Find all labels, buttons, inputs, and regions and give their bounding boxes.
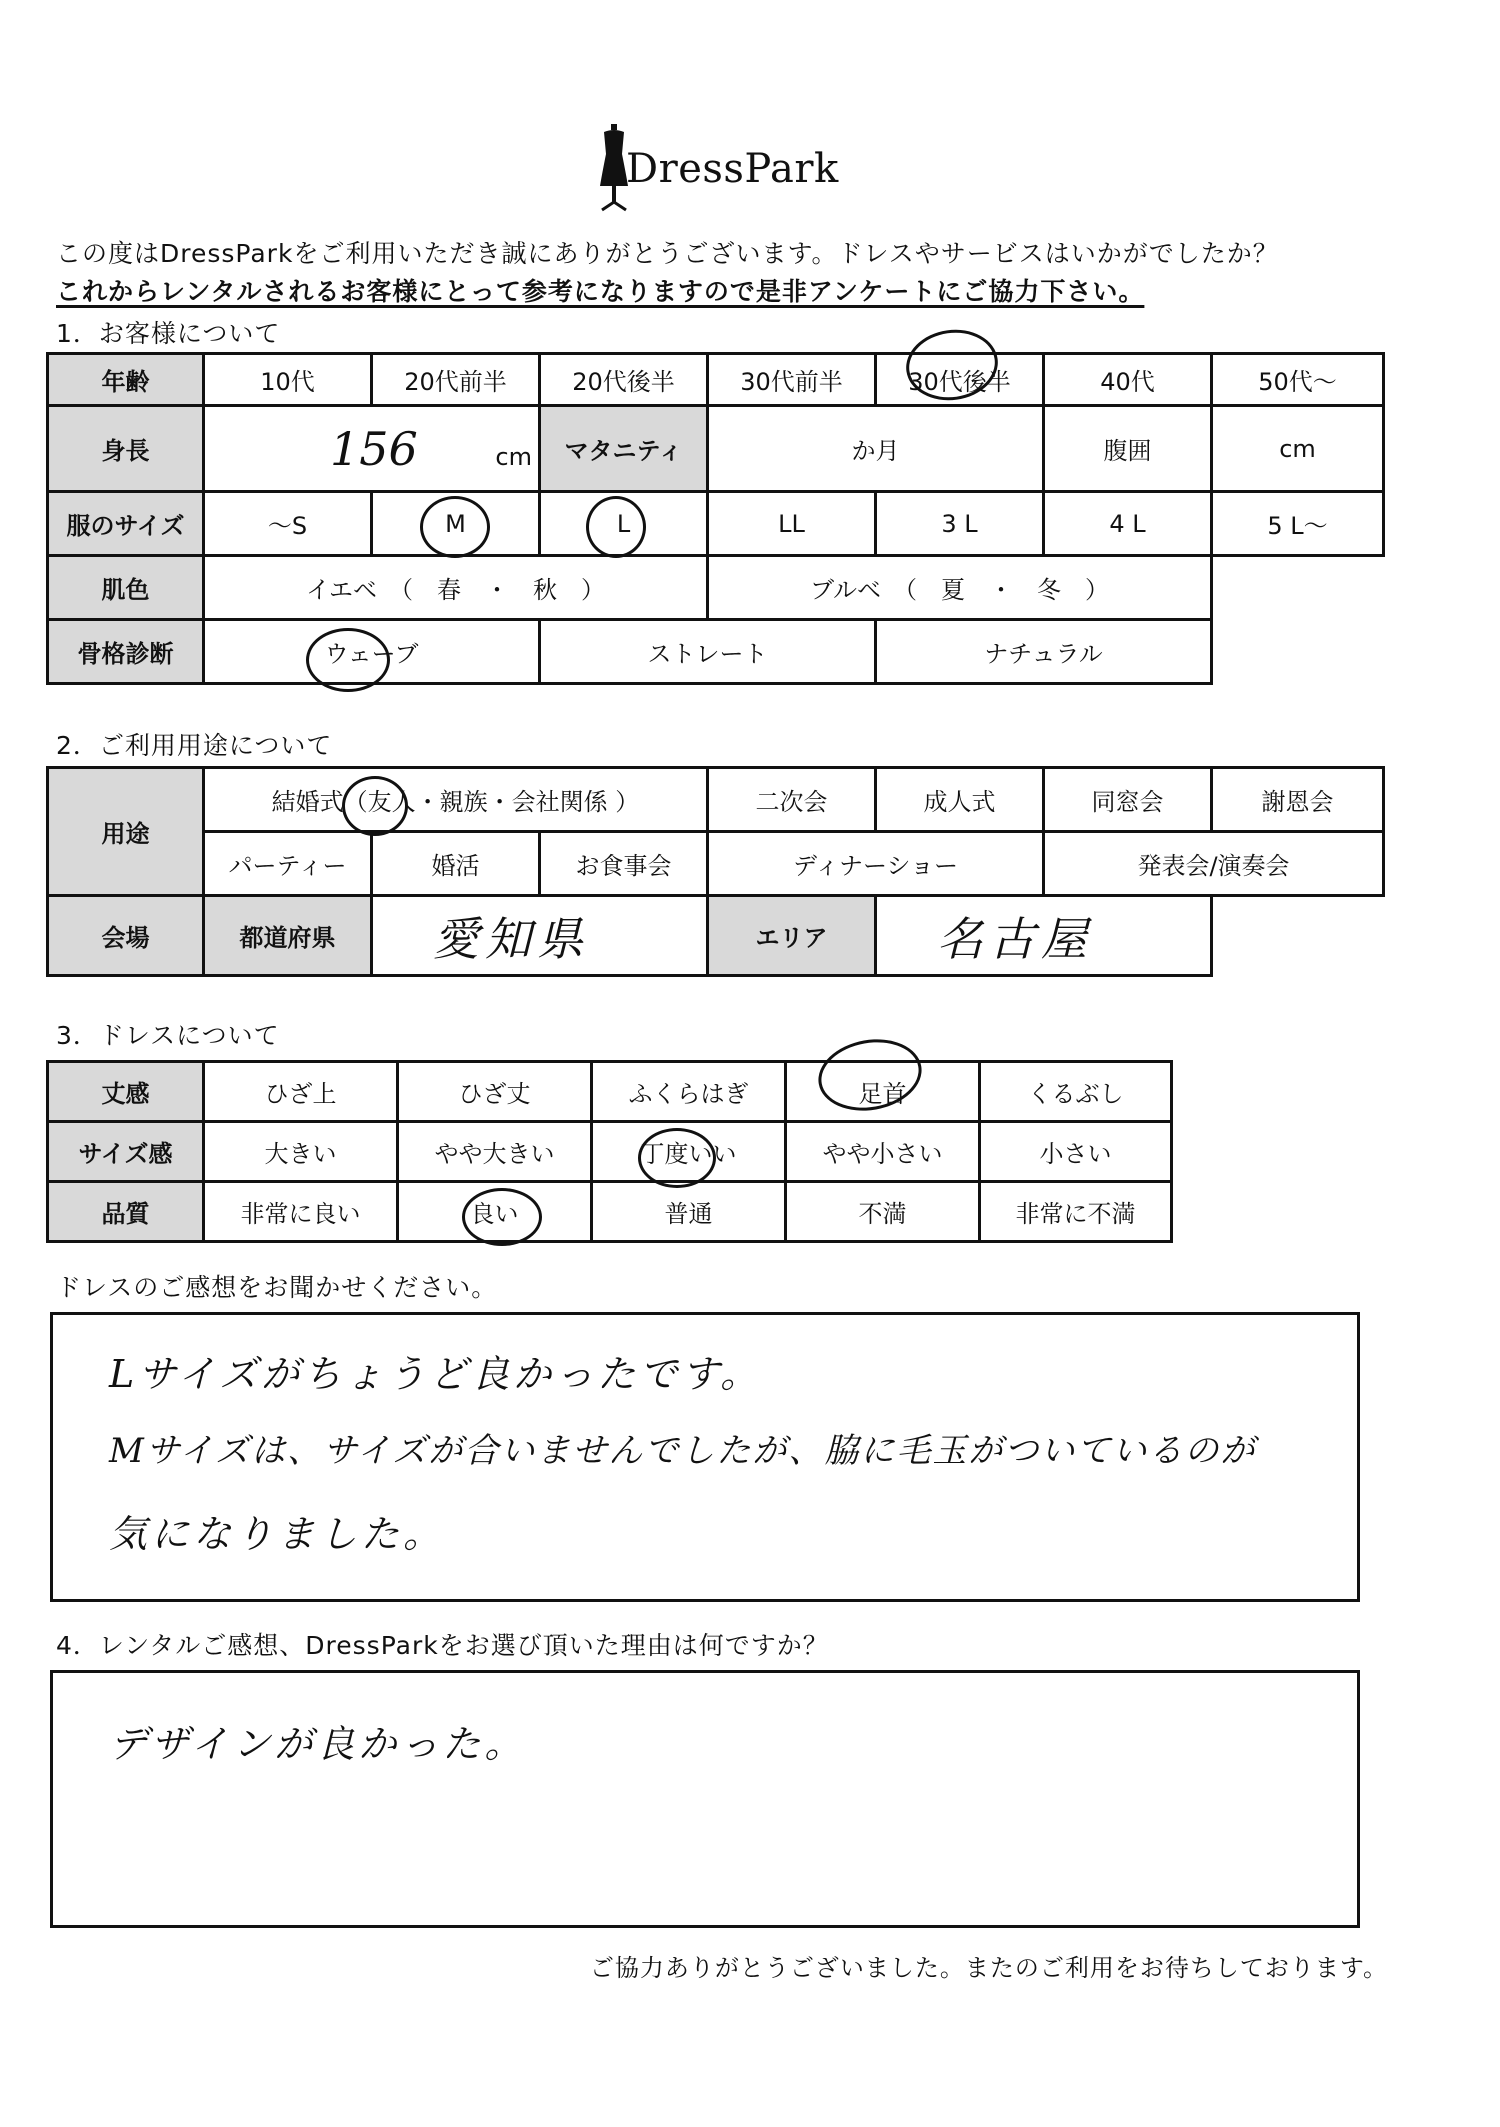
quality-label: 品質 [48,1182,204,1242]
age-option[interactable]: 20代前半 [372,354,540,406]
impression-prompt: ドレスのご感想をお聞かせください。 [56,1273,498,1302]
fit-label: サイズ感 [48,1122,204,1182]
age-option[interactable]: 40代 [1044,354,1212,406]
height-unit: cm [495,442,532,471]
length-option[interactable]: ひざ丈 [398,1062,592,1122]
customer-info-table [46,352,1385,685]
reason-box[interactable] [50,1670,1360,1928]
length-option[interactable]: ひざ上 [204,1062,398,1122]
dress-table [46,1060,1173,1243]
fit-option-selected[interactable]: 丁度いい [592,1122,786,1182]
quality-option[interactable]: 非常に不満 [980,1182,1172,1242]
impression-line: 気になりました。 [109,1512,446,1556]
purpose-option[interactable]: 二次会 [708,768,876,832]
purpose-option[interactable]: 成人式 [876,768,1044,832]
selection-circle [462,1188,542,1246]
selection-circle [638,1128,716,1188]
impression-box[interactable] [50,1312,1360,1602]
usage-table [46,766,1385,977]
age-option[interactable]: 30代前半 [708,354,876,406]
purpose-label: 用途 [48,768,204,896]
blank-cell [1212,896,1384,976]
reason-answer: デザインが良かった。 [109,1722,527,1766]
section1-title: 1．お客様について [56,319,281,348]
size-option-selected[interactable]: M [372,492,540,556]
maternity-label: マタニティ [540,406,708,492]
area-label: エリア [708,896,876,976]
fit-option[interactable]: やや小さい [786,1122,980,1182]
fit-option[interactable]: 小さい [980,1122,1172,1182]
skin-yellow-option[interactable]: イエベ （ 春 ・ 秋 ） [204,556,708,620]
age-option[interactable]: 20代後半 [540,354,708,406]
height-label: 身長 [48,406,204,492]
frame-option[interactable]: ナチュラル [876,620,1212,684]
size-option[interactable]: 4 L [1044,492,1212,556]
purpose-option[interactable]: 婚活 [372,832,540,896]
impression-line: Lサイズがちょうど良かったです。 [109,1352,763,1396]
purpose-wedding[interactable]: 結婚式（友人・親族・会社関係 ） [204,768,708,832]
quality-option[interactable]: 不満 [786,1182,980,1242]
age-option[interactable]: 10代 [204,354,372,406]
prefecture-value: 愛知県 [433,911,589,966]
section3-title: 3．ドレスについて [56,1021,280,1050]
purpose-option[interactable]: 謝恩会 [1212,768,1384,832]
prefecture-label: 都道府県 [204,896,372,976]
age-option[interactable]: 50代〜 [1212,354,1384,406]
length-option[interactable]: くるぶし [980,1062,1172,1122]
quality-option[interactable]: 非常に良い [204,1182,398,1242]
quality-option[interactable]: 普通 [592,1182,786,1242]
fit-option[interactable]: やや大きい [398,1122,592,1182]
intro-request: これからレンタルされるお客様にとって参考になりますので是非アンケートにご協力下さい。 [56,277,1145,306]
size-label: 服のサイズ [48,492,204,556]
frame-option-selected[interactable]: ウェーブ [204,620,540,684]
age-option-selected[interactable]: 30代後半 [876,354,1044,406]
area-field[interactable] [876,896,1212,976]
area-value: 名古屋 [937,911,1093,966]
selection-circle [586,496,646,558]
venue-label: 会場 [48,896,204,976]
impression-line: Mサイズは、サイズが合いませんでしたが、脇に毛玉がついているのが [109,1431,1257,1471]
frame-label: 骨格診断 [48,620,204,684]
purpose-option[interactable]: お食事会 [540,832,708,896]
waist-unit: cm [1279,434,1316,463]
length-option-selected[interactable]: 足首 [786,1062,980,1122]
size-option[interactable]: LL [708,492,876,556]
length-label: 丈感 [48,1062,204,1122]
height-value: 156 [329,421,418,476]
dresspark-logo [596,124,896,224]
intro-text: この度はDressParkをご利用いただき誠にありがとうございます。ドレスやサービスはいかがでしたか？ [56,239,1279,268]
closing-message: ご協力ありがとうございました。またのご利用をお待ちしております。 [589,1954,1388,1982]
frame-option[interactable]: ストレート [540,620,876,684]
skin-blue-option[interactable]: ブルベ （ 夏 ・ 冬 ） [708,556,1212,620]
prefecture-field[interactable] [372,896,708,976]
maternity-field[interactable] [708,406,1044,492]
size-option[interactable]: 〜S [204,492,372,556]
section2-title: 2．ご利用用途について [56,731,333,760]
selection-circle [306,628,390,692]
blank-cell [1212,620,1384,684]
size-option[interactable]: 5 L〜 [1212,492,1384,556]
fit-option[interactable]: 大きい [204,1122,398,1182]
waist-label: 腹囲 [1044,406,1212,492]
age-label: 年齢 [48,354,204,406]
selection-circle [342,776,408,836]
waist-field[interactable] [1212,406,1384,492]
purpose-option[interactable]: 発表会/演奏会 [1044,832,1384,896]
size-option-selected[interactable]: L [540,492,708,556]
length-option[interactable]: ふくらはぎ [592,1062,786,1122]
purpose-option[interactable]: 同窓会 [1044,768,1212,832]
skin-label: 肌色 [48,556,204,620]
size-option[interactable]: 3 L [876,492,1044,556]
purpose-option[interactable]: パーティー [204,832,372,896]
brand-name: DressPark [626,146,839,192]
quality-option-selected[interactable]: 良い [398,1182,592,1242]
purpose-option[interactable]: ディナーショー [708,832,1044,896]
section4-title: 4．レンタルご感想、DressParkをお選び頂いた理由は何ですか？ [56,1631,829,1660]
height-field[interactable] [204,406,540,492]
selection-circle [420,496,490,558]
blank-cell [1212,556,1384,620]
maternity-unit: か月 [851,437,900,465]
